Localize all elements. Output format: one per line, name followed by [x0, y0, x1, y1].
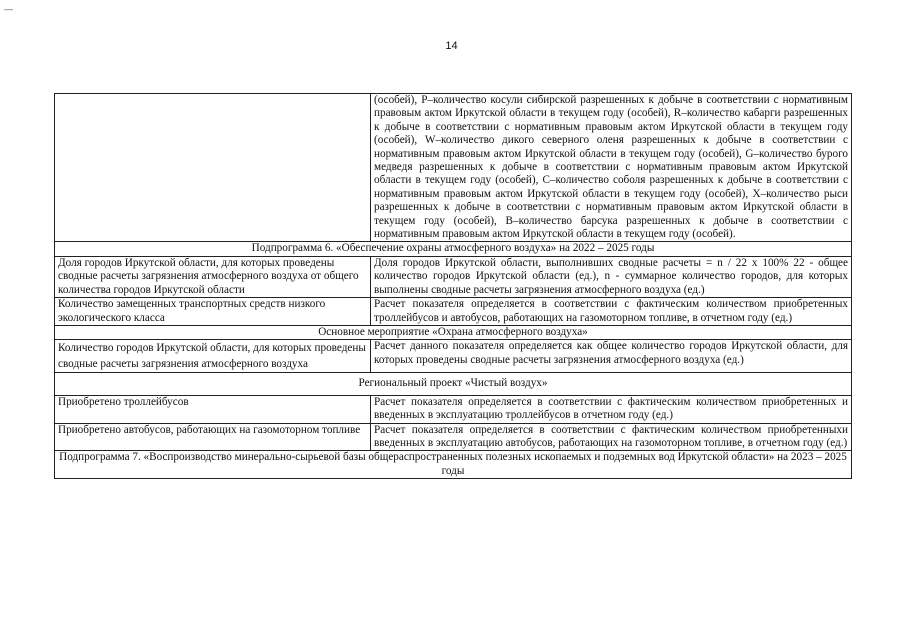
method-cell: Расчет показателя определяется в соответствии с фактическим количеством приобретенных троллейбусов и автобусов, работающих на газомоторном топливе, в отчетном году (ед.) — [371, 298, 852, 326]
regional-project-heading: Региональный проект «Чистый воздух» — [55, 373, 852, 395]
table-row — [55, 298, 852, 326]
table-row — [55, 94, 852, 242]
page-number: 14 — [445, 40, 458, 52]
method-cell: (особей), P–количество косули сибирской разрешенных к добыче в соответствии с нормативным правовым актом Иркутской области в текущем году (особей), R–количество кабарги разрешенных к добыче в соответствии с нормативным правовым актом Иркутской области в текущем году (особей), W–количество дикого северного оленя разрешенных к добыче в соответствии с нормативным правовым актом Иркутской области в текущем году (особей), G–количество бурого медведя разрешенных к добыче в соответствии с нормативным правовым актом Иркутской области в текущем году (особей), C–количество соболя разрешенных к добыче в соответствии с нормативным правовым актом Иркутской области в текущем году (особей), X–количество рыси разрешенных к добыче в соответствии с нормативным правовым актом Иркутской области в текущем году (особей), B–количество барсука разрешенных к добыче в соответствии с нормативным правовым актом Иркутской области в текущем году (особей). — [371, 94, 852, 242]
section-heading-row — [55, 325, 852, 339]
section-heading-row — [55, 451, 852, 479]
indicator-cell: Количество городов Иркутской области, для которых проведены сводные расчеты загрязнения атмосферного воздуха — [55, 340, 371, 373]
main-activity-heading: Основное мероприятие «Охрана атмосферного воздуха» — [55, 325, 852, 339]
table-row — [55, 256, 852, 297]
method-cell: Расчет показателя определяется в соответствии с фактическим количеством приобретенныхи введенных в эксплуатацию автобусов, работающих на газомоторном топливе, в отчетном году (ед.) — [371, 423, 852, 451]
indicator-cell: Приобретено автобусов, работающих на газомоторном топливе — [55, 423, 371, 451]
method-cell: Доля городов Иркутской области, выполнивших сводные расчеты = n / 22 x 100% 22 - общее количество городов Иркутской области (ед.), n - суммарное количество городов, для которых выполнены сводные расчеты загрязнения атмосферного воздуха (ед.) — [371, 256, 852, 297]
table-row — [55, 340, 852, 373]
indicator-cell — [55, 94, 371, 242]
indicator-cell: Количество замещенных транспортных средств низкого экологического класса — [55, 298, 371, 326]
table-row — [55, 423, 852, 451]
indicator-cell: Приобретено троллейбусов — [55, 395, 371, 423]
subprogram-7-heading: Подпрограмма 7. «Воспроизводство минерально-сырьевой базы общераспространенных полезных ископаемых и подземных вод Иркутской области» на 2023 – 2025 годы — [55, 451, 852, 479]
method-cell: Расчет показателя определяется в соответствии с фактическим количеством приобретенных и введенных в эксплуатацию троллейбусов в отчетном году (ед.) — [371, 395, 852, 423]
indicator-cell: Доля городов Иркутской области, для которых проведены сводные расчеты загрязнения атмосферного воздуха от общего количества городов Иркутской области — [55, 256, 371, 297]
subprogram-6-heading: Подпрограмма 6. «Обеспечение охраны атмосферного воздуха» на 2022 – 2025 годы — [55, 242, 852, 256]
table-row — [55, 395, 852, 423]
corner-mark: — — [4, 4, 13, 14]
method-cell: Расчет данного показателя определяется как общее количество городов Иркутской области, для которых проведены сводные расчеты загрязнения атмосферного воздуха (ед.) — [371, 340, 852, 373]
section-heading-row — [55, 242, 852, 256]
indicators-table — [54, 93, 852, 479]
section-heading-row — [55, 373, 852, 395]
